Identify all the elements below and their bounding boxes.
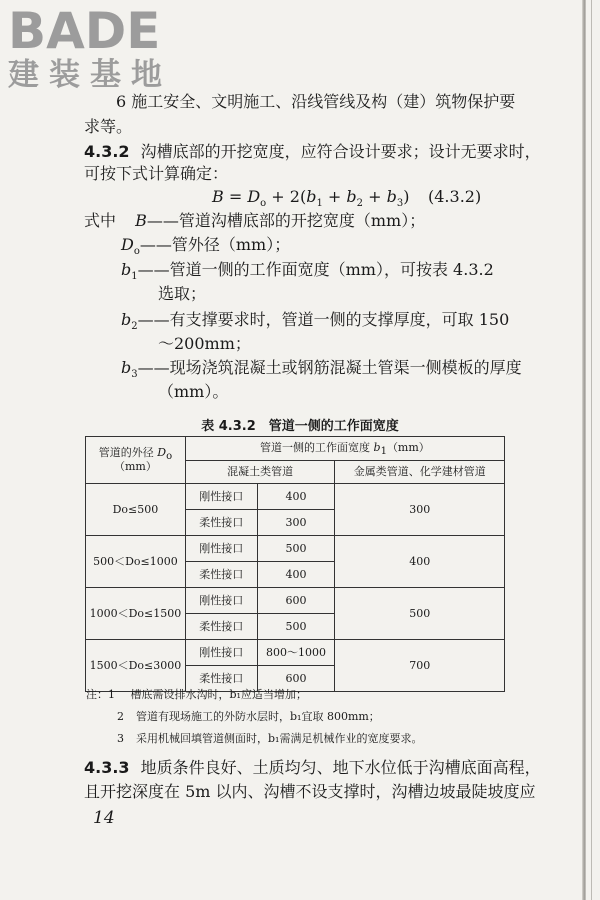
cell-metal-value: 700	[335, 640, 505, 692]
def-b1-line2: 选取；	[158, 284, 207, 303]
cell-value: 600	[257, 666, 335, 692]
cell-value: 500	[257, 536, 335, 562]
cell-value: 600	[257, 588, 335, 614]
page-number: 14	[93, 808, 115, 828]
watermark-logo	[8, 2, 178, 93]
table-note-3: 3 采用机械回填管道侧面时，b₁需满足机械作业的宽度要求。	[117, 732, 423, 745]
cell-joint: 刚性接口	[185, 640, 257, 666]
clause-432-line2: 可按下式计算确定：	[84, 164, 229, 183]
def-b1-line1: $b_1——$管道一侧的工作面宽度（mm），可按表 4.3.2	[121, 260, 494, 283]
clause-433-line1	[84, 758, 541, 778]
cell-range: 500＜Do≤1000	[86, 536, 186, 588]
clause-433-text1: 地质条件良好、土质均匀、地下水位低于沟槽底面高程，	[140, 758, 541, 777]
cell-joint: 柔性接口	[185, 614, 257, 640]
page-edge-shadow	[582, 0, 586, 900]
clause-6-text1: 施工安全、文明施工、沿线管线及构（建）筑物保护要	[131, 92, 516, 111]
cell-joint: 柔性接口	[185, 562, 257, 588]
table-caption: 表 4.3.2 管道一侧的工作面宽度	[201, 419, 399, 434]
clause-6-line2: 求等。	[84, 117, 133, 136]
cell-joint: 刚性接口	[185, 588, 257, 614]
cell-value: 400	[257, 484, 335, 510]
cell-value: 800～1000	[257, 640, 335, 666]
logo-sub-text: 建装基地	[8, 57, 172, 93]
cell-joint: 柔性接口	[185, 510, 257, 536]
page-edge-line	[591, 0, 592, 900]
clause-433-number: 4.3.3	[84, 758, 130, 777]
cell-range: 1000＜Do≤1500	[86, 588, 186, 640]
cell-value: 400	[257, 562, 335, 588]
cell-value: 300	[257, 510, 335, 536]
where-label: 式中	[84, 211, 117, 230]
table-row	[86, 588, 505, 614]
table-row	[86, 640, 505, 666]
clause-6-line1	[116, 92, 515, 112]
table-row	[86, 536, 505, 562]
table-note-2: 2 管道有现场施工的外防水层时，b₁宜取 800mm；	[117, 710, 380, 723]
logo-main-text: BADE	[8, 2, 161, 60]
cell-joint: 刚性接口	[185, 536, 257, 562]
table-header-row-1	[86, 437, 505, 461]
cell-range: Do≤500	[86, 484, 186, 536]
clause-432-text1: 沟槽底部的开挖宽度，应符合设计要求；设计无要求时，	[140, 142, 541, 161]
def-b3-line1: $b_3——$现场浇筑混凝土或钢筋混凝土管渠一侧模板的厚度	[121, 358, 522, 381]
cell-metal-value: 300	[335, 484, 505, 536]
note-label: 注：1	[86, 688, 115, 701]
header-metal-pipe: 金属类管道、化学建材管道	[335, 460, 505, 484]
cell-joint: 刚性接口	[185, 484, 257, 510]
formula-number: (4.3.2)	[428, 187, 482, 206]
cell-range: 1500＜Do≤3000	[86, 640, 186, 692]
def-B: 式中 B——管道沟槽底部的开挖宽度（mm）；	[84, 211, 426, 230]
cell-metal-value: 400	[335, 536, 505, 588]
cell-metal-value: 500	[335, 588, 505, 640]
cell-joint: 柔性接口	[185, 666, 257, 692]
def-b2-line2: ～200mm；	[158, 334, 251, 353]
clause-433-line2: 且开挖深度在 5m 以内、沟槽不设支撑时，沟槽边坡最陡坡度应	[84, 782, 536, 801]
header-outer-diameter: 管道的外径 $D_o$ （mm）	[86, 437, 186, 484]
formula-4-3-2: $B = D_o + 2(b_1 + b_2 + b_3)$	[212, 187, 410, 210]
clause-6-num: 6	[116, 92, 127, 111]
table-note-1	[86, 688, 307, 702]
work-width-table	[85, 436, 505, 692]
header-work-width: 管道一侧的工作面宽度 $b_1(mm)$	[185, 437, 504, 461]
clause-432-number: 4.3.2	[84, 142, 130, 161]
cell-value: 500	[257, 614, 335, 640]
def-b2-line1: $b_2——$有支撑要求时，管道一侧的支撑厚度，可取 150	[121, 310, 510, 333]
table-row	[86, 484, 505, 510]
clause-432-line1	[84, 142, 541, 162]
header-concrete-pipe: 混凝土类管道	[185, 460, 335, 484]
note-1-text: 槽底需设排水沟时，b₁应适当增加；	[130, 688, 307, 701]
def-Do: $D_o——$管外径（mm）；	[121, 235, 291, 258]
def-b3-line2: （mm）。	[158, 382, 229, 401]
